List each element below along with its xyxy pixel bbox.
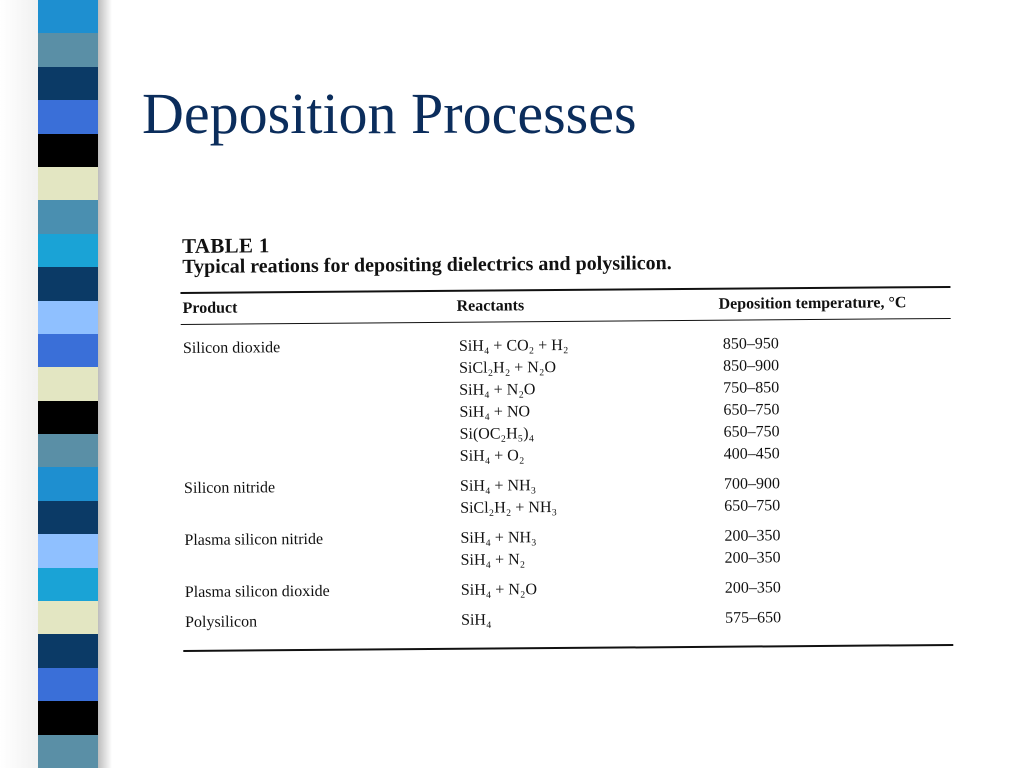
product-cell: Silicon dioxide (182, 339, 281, 357)
stripe-segment (38, 134, 98, 167)
stripe-segment (38, 501, 98, 534)
table-row-group (182, 524, 952, 574)
stripe-segment (38, 601, 98, 634)
table-row-group (183, 606, 953, 634)
stripe-segment (38, 67, 98, 100)
stripe-segment (38, 167, 98, 200)
column-header-temperature: Deposition temperature, °C (718, 294, 907, 313)
table-body (181, 332, 953, 634)
stripe-segment (38, 701, 98, 734)
reactants-cell: SiCl₂H₂ + NH₃ (460, 499, 558, 517)
table-row (458, 442, 924, 468)
reactants-cell: SiH₄ + N₂ (460, 551, 526, 569)
stripe-segment (38, 200, 98, 233)
reactants-cell: SiH₄ + NH₃ (459, 477, 537, 495)
temperature-cell: 650–750 (723, 401, 780, 419)
stripe-segment (38, 634, 98, 667)
product-cell: Plasma silicon nitride (184, 530, 324, 549)
reactants-cell: SiH₄ + NH₃ (460, 529, 537, 547)
temperature-cell: 200–350 (724, 579, 781, 597)
table-top-rule (180, 286, 950, 294)
temperature-cell: 750–850 (723, 379, 780, 397)
stripe-segment (38, 0, 98, 33)
decorative-stripe (38, 0, 98, 768)
table-row-group (183, 576, 953, 604)
reactants-cell: SiH₄ (460, 611, 492, 629)
table-caption: Typical reations for depositing dielectrics and polysilicon. (182, 252, 672, 278)
table-row (459, 546, 925, 572)
stripe-segment (38, 434, 98, 467)
temperature-cell: 850–900 (723, 357, 780, 375)
slide-title: Deposition Processes (142, 81, 637, 146)
product-cell: Plasma silicon dioxide (184, 582, 330, 601)
reactants-cell: SiH₄ + N₂O (459, 381, 536, 399)
scanned-table (180, 226, 963, 672)
table-row (458, 494, 924, 520)
stripe-segment (38, 367, 98, 400)
reactants-cell: SiCl₂H₂ + N₂O (459, 359, 557, 377)
stripe-segment (38, 534, 98, 567)
table-row-group (181, 332, 952, 470)
stripe-segment (38, 668, 98, 701)
stripe-segment (38, 267, 98, 300)
stripe-segment (38, 301, 98, 334)
stripe-segment (38, 33, 98, 66)
product-cell: Silicon nitride (183, 479, 276, 497)
column-header-reactants: Reactants (456, 297, 525, 315)
temperature-cell: 200–350 (724, 549, 781, 567)
temperature-cell: 650–750 (723, 423, 780, 441)
product-cell: Polysilicon (185, 613, 258, 631)
table-row (459, 576, 925, 602)
stripe-shadow-decoration (98, 0, 112, 768)
reactants-cell: Si(OC₂H₅)₄ (459, 425, 535, 443)
table-number: TABLE 1 (182, 233, 270, 258)
stripe-segment (38, 234, 98, 267)
reactants-cell: SiH₄ + CO₂ + H₂ (458, 336, 569, 355)
temperature-cell: 400–450 (723, 445, 780, 463)
temperature-cell: 650–750 (724, 497, 781, 515)
stripe-segment (38, 334, 98, 367)
temperature-cell: 850–950 (722, 335, 779, 353)
stripe-segment (38, 735, 98, 768)
stripe-segment (38, 100, 98, 133)
stripe-segment (38, 568, 98, 601)
table-row-group (182, 472, 952, 522)
reactants-cell: SiH₄ + N₂O (460, 581, 538, 599)
temperature-cell: 575–650 (724, 609, 782, 627)
stripe-segment (38, 467, 98, 500)
table-header-rule (181, 318, 951, 325)
temperature-cell: 700–900 (723, 475, 781, 493)
reactants-cell: SiH₄ + NO (459, 403, 531, 421)
reactants-cell: SiH₄ + O₂ (459, 447, 525, 465)
table-bottom-rule (183, 644, 953, 652)
column-header-product: Product (182, 299, 238, 317)
table-row (459, 606, 925, 632)
stripe-edge-decoration (0, 0, 38, 768)
stripe-segment (38, 401, 98, 434)
temperature-cell: 200–350 (724, 527, 781, 545)
